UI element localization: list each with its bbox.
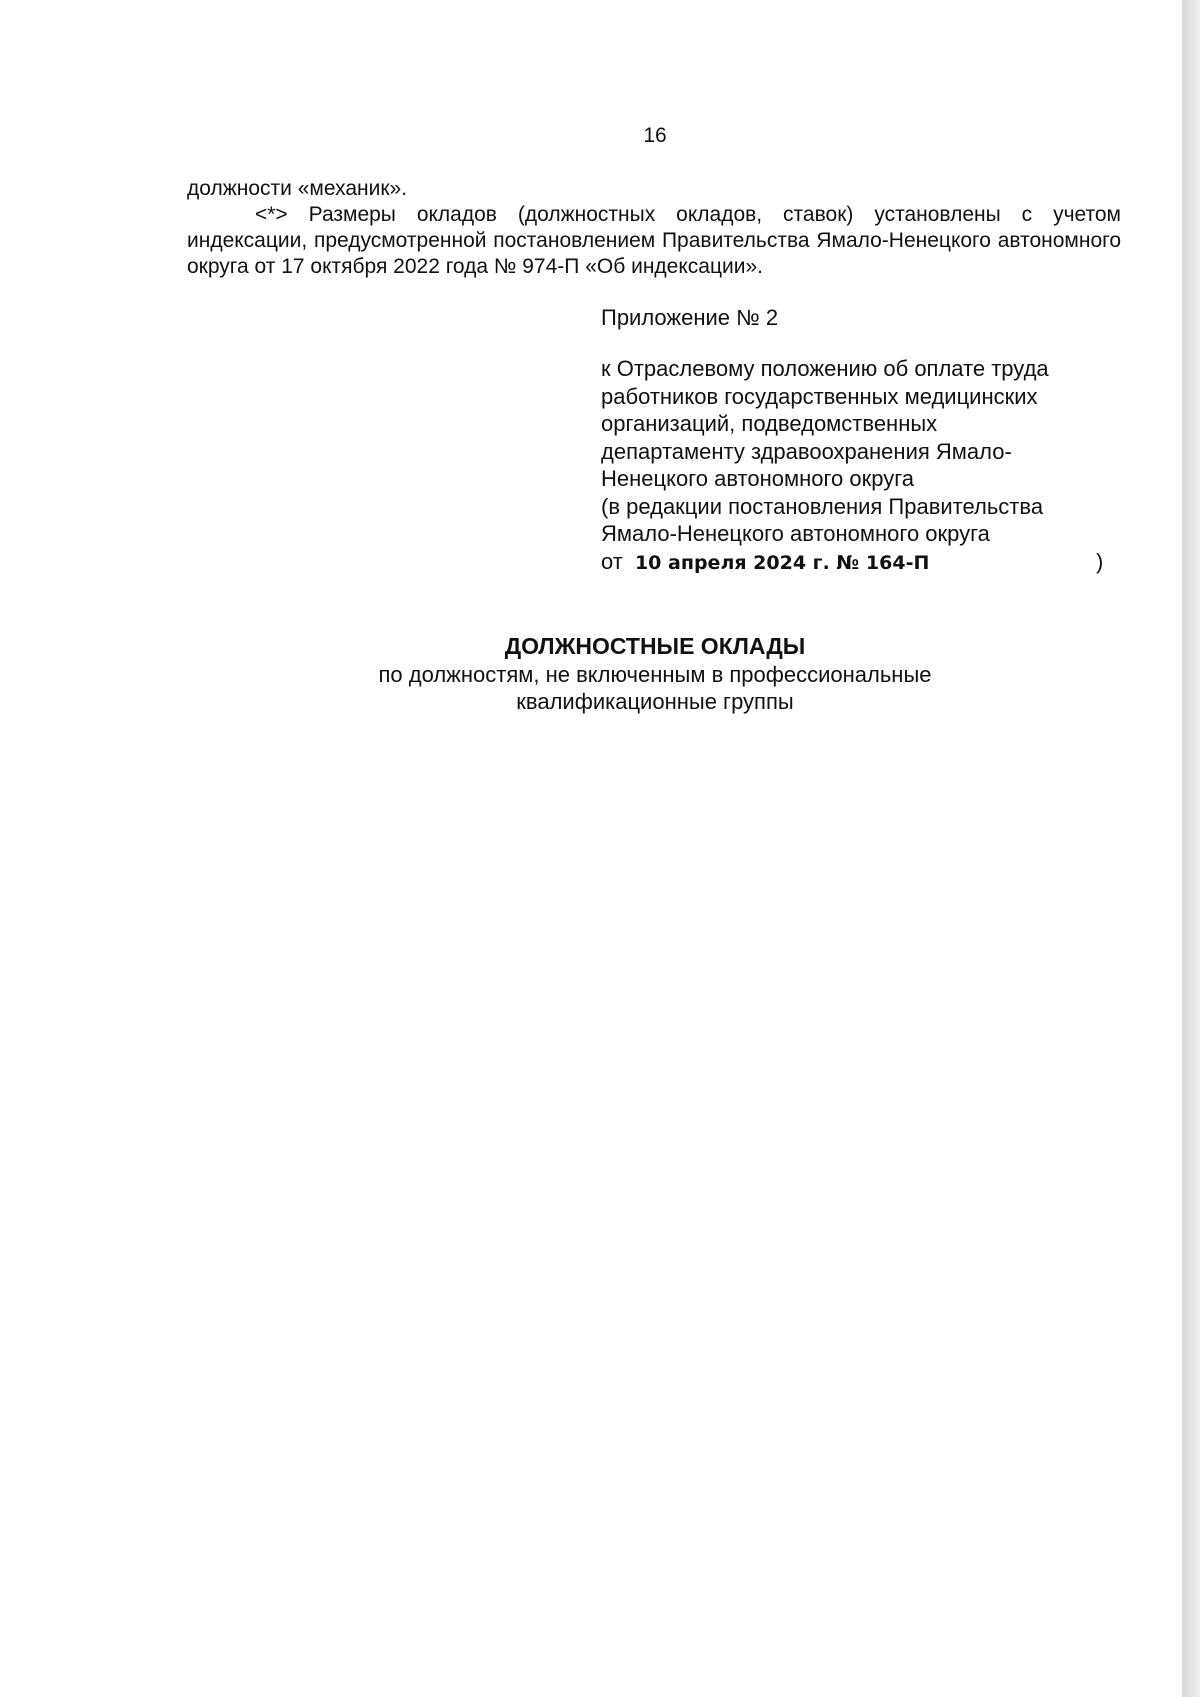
appendix-ref-line: Ямало-Ненецкого автономного округа (601, 521, 990, 546)
section-subheading (0, 661, 1182, 715)
section-heading: ДОЛЖНОСТНЫЕ ОКЛАДЫ (504, 633, 806, 659)
page-number: 16 (643, 124, 667, 147)
footnote-paragraph: <*> Размеры окладов (должностных окладов, ставок) установлены с учетом индексации, предусмотренной постановлением Правительства Ямало-Ненецкого автономного округа от 17 октября 2022 года № 974-П «Об индексации». (187, 203, 1121, 278)
appendix-ref-line: работников государственных медицинских (601, 383, 1038, 409)
decree-date-number: 10 апреля 2024 г. № 164-П (634, 551, 930, 574)
appendix-reference (601, 355, 1141, 577)
decree-reference (601, 548, 1141, 578)
continued-paragraph: должности «механик». (187, 177, 408, 200)
body-text (187, 176, 1121, 280)
subheading-line: по должностям, не включенным в профессиональные (378, 662, 932, 687)
page-edge-shadow (1182, 0, 1200, 1697)
appendix-ref-line: к Отраслевому положению об оплате труда (601, 356, 1049, 381)
appendix-ref-line: департаменту здравоохранения Ямало- (601, 438, 1012, 464)
appendix-ref-line: организаций, подведомственных (601, 411, 938, 436)
appendix-title: Приложение № 2 (601, 305, 779, 330)
appendix-ref-line: (в редакции постановления Правительства (601, 493, 1044, 519)
subheading-line: квалификационные группы (516, 689, 794, 714)
decree-prefix: от (601, 548, 623, 574)
decree-closing-paren: ) (1096, 548, 1104, 574)
appendix-ref-line: Ненецкого автономного округа (601, 466, 915, 491)
